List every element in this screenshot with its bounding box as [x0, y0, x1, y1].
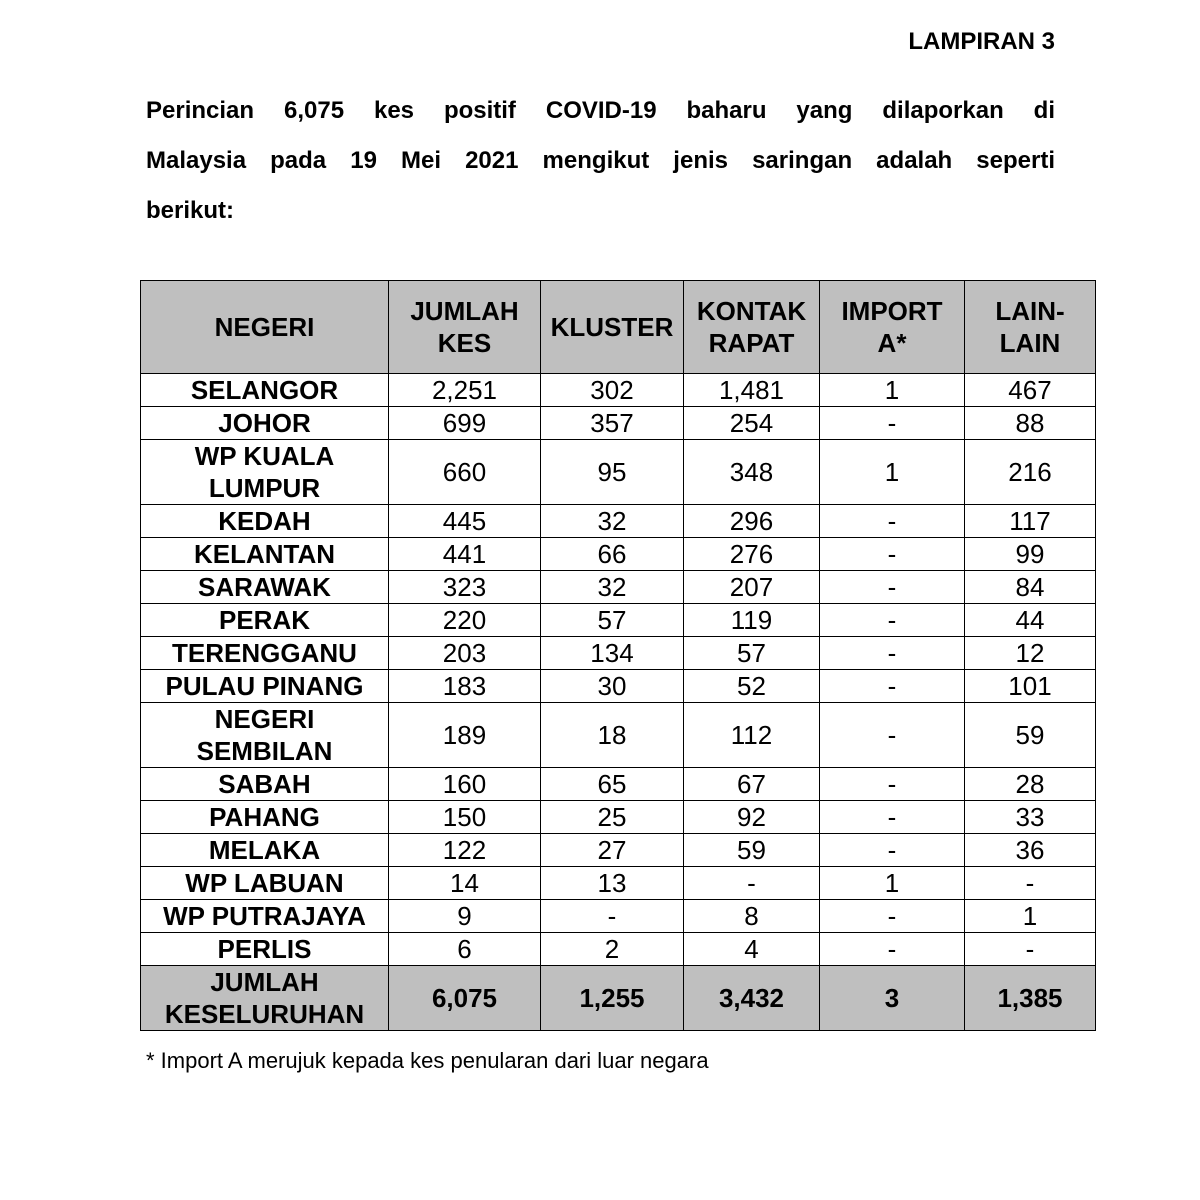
- cell-kontak: 296: [684, 505, 820, 538]
- cell-kluster: 32: [541, 571, 684, 604]
- intro-line-3: berikut:: [146, 197, 235, 224]
- cell-kontak: 67: [684, 768, 820, 801]
- cell-kluster: 134: [541, 637, 684, 670]
- footnote: * Import A merujuk kepada kes penularan dari luar negara: [146, 1048, 709, 1073]
- cell-import: -: [820, 505, 965, 538]
- header-kluster: KLUSTER: [541, 281, 684, 374]
- state-name: WP KUALA LUMPUR: [141, 440, 389, 505]
- table-row: [141, 670, 1096, 703]
- cases-table: [140, 280, 1096, 1031]
- cell-jumlah: 189: [389, 703, 541, 768]
- table-row: [141, 867, 1096, 900]
- cell-kontak: 4: [684, 933, 820, 966]
- intro-line-2: Malaysia pada 19 Mei 2021 mengikut jenis saringan adalah seperti: [146, 147, 1055, 174]
- cell-lain: -: [965, 933, 1096, 966]
- cell-lain: 12: [965, 637, 1096, 670]
- cell-kluster: 66: [541, 538, 684, 571]
- state-name: PERAK: [141, 604, 389, 637]
- total-import: 3: [820, 966, 965, 1031]
- intro-line-1: Perincian 6,075 kes positif COVID-19 baharu yang dilaporkan di: [146, 97, 1055, 124]
- cell-kontak: 8: [684, 900, 820, 933]
- state-name: WP PUTRAJAYA: [141, 900, 389, 933]
- state-name: WP LABUAN: [141, 867, 389, 900]
- table-row: [141, 604, 1096, 637]
- state-name: TERENGGANU: [141, 637, 389, 670]
- header-jumlah-kes: JUMLAH KES: [389, 281, 541, 374]
- cell-kontak: 59: [684, 834, 820, 867]
- cell-lain: 216: [965, 440, 1096, 505]
- total-row: [141, 966, 1096, 1031]
- cell-lain: -: [965, 867, 1096, 900]
- cell-import: -: [820, 670, 965, 703]
- cell-lain: 467: [965, 374, 1096, 407]
- total-kontak: 3,432: [684, 966, 820, 1031]
- cell-kluster: 18: [541, 703, 684, 768]
- cell-kluster: 95: [541, 440, 684, 505]
- cell-lain: 33: [965, 801, 1096, 834]
- header-import-a: IMPORT A*: [820, 281, 965, 374]
- cell-kluster: 357: [541, 407, 684, 440]
- cell-jumlah: 441: [389, 538, 541, 571]
- cell-import: 1: [820, 440, 965, 505]
- state-name: KEDAH: [141, 505, 389, 538]
- cell-kontak: 57: [684, 637, 820, 670]
- table-row: [141, 900, 1096, 933]
- cell-kluster: 32: [541, 505, 684, 538]
- cell-jumlah: 122: [389, 834, 541, 867]
- cell-jumlah: 2,251: [389, 374, 541, 407]
- cell-kontak: 348: [684, 440, 820, 505]
- cell-lain: 101: [965, 670, 1096, 703]
- cell-lain: 117: [965, 505, 1096, 538]
- table-row: [141, 703, 1096, 768]
- cell-kontak: 112: [684, 703, 820, 768]
- cell-jumlah: 183: [389, 670, 541, 703]
- total-kluster: 1,255: [541, 966, 684, 1031]
- cell-import: -: [820, 933, 965, 966]
- cell-jumlah: 220: [389, 604, 541, 637]
- cell-lain: 84: [965, 571, 1096, 604]
- cell-kluster: 302: [541, 374, 684, 407]
- cell-jumlah: 323: [389, 571, 541, 604]
- cell-kluster: 57: [541, 604, 684, 637]
- cell-kontak: 92: [684, 801, 820, 834]
- cell-kontak: 276: [684, 538, 820, 571]
- table-row: [141, 374, 1096, 407]
- cell-import: -: [820, 703, 965, 768]
- cell-import: -: [820, 604, 965, 637]
- table-header-row: [141, 281, 1096, 374]
- cell-kluster: 30: [541, 670, 684, 703]
- cell-import: -: [820, 407, 965, 440]
- cell-lain: 99: [965, 538, 1096, 571]
- state-name: JOHOR: [141, 407, 389, 440]
- cell-jumlah: 699: [389, 407, 541, 440]
- state-name: SABAH: [141, 768, 389, 801]
- cell-import: -: [820, 768, 965, 801]
- cell-import: 1: [820, 374, 965, 407]
- cell-jumlah: 160: [389, 768, 541, 801]
- table-row: [141, 637, 1096, 670]
- annex-label: LAMPIRAN 3: [908, 28, 1055, 55]
- cell-lain: 1: [965, 900, 1096, 933]
- header-kontak-rapat: KONTAK RAPAT: [684, 281, 820, 374]
- cell-jumlah: 445: [389, 505, 541, 538]
- table-row: [141, 933, 1096, 966]
- state-name: PERLIS: [141, 933, 389, 966]
- cell-kluster: -: [541, 900, 684, 933]
- cell-jumlah: 660: [389, 440, 541, 505]
- cell-lain: 59: [965, 703, 1096, 768]
- cell-kontak: 207: [684, 571, 820, 604]
- state-name: PULAU PINANG: [141, 670, 389, 703]
- state-name: MELAKA: [141, 834, 389, 867]
- cell-kluster: 2: [541, 933, 684, 966]
- state-name: NEGERI SEMBILAN: [141, 703, 389, 768]
- cell-kontak: 254: [684, 407, 820, 440]
- total-label: JUMLAH KESELURUHAN: [141, 966, 389, 1031]
- cell-lain: 44: [965, 604, 1096, 637]
- table-row: [141, 440, 1096, 505]
- cell-lain: 28: [965, 768, 1096, 801]
- cell-import: -: [820, 834, 965, 867]
- state-name: KELANTAN: [141, 538, 389, 571]
- table-row: [141, 407, 1096, 440]
- table-row: [141, 505, 1096, 538]
- header-lain-lain: LAIN- LAIN: [965, 281, 1096, 374]
- cell-kontak: 119: [684, 604, 820, 637]
- cell-import: 1: [820, 867, 965, 900]
- cell-jumlah: 9: [389, 900, 541, 933]
- cell-kluster: 13: [541, 867, 684, 900]
- state-name: PAHANG: [141, 801, 389, 834]
- table-row: [141, 538, 1096, 571]
- total-lain: 1,385: [965, 966, 1096, 1031]
- intro-paragraph: [146, 86, 1055, 236]
- table-body: [141, 374, 1096, 1031]
- cell-import: -: [820, 801, 965, 834]
- state-name: SARAWAK: [141, 571, 389, 604]
- cell-kluster: 27: [541, 834, 684, 867]
- table-row: [141, 768, 1096, 801]
- cell-lain: 36: [965, 834, 1096, 867]
- state-name: SELANGOR: [141, 374, 389, 407]
- cell-kluster: 25: [541, 801, 684, 834]
- cell-import: -: [820, 637, 965, 670]
- cell-jumlah: 203: [389, 637, 541, 670]
- table-row: [141, 571, 1096, 604]
- cell-import: -: [820, 571, 965, 604]
- total-jumlah: 6,075: [389, 966, 541, 1031]
- cell-kontak: -: [684, 867, 820, 900]
- header-negeri: NEGERI: [141, 281, 389, 374]
- cell-jumlah: 6: [389, 933, 541, 966]
- cell-lain: 88: [965, 407, 1096, 440]
- cell-kontak: 1,481: [684, 374, 820, 407]
- table-row: [141, 834, 1096, 867]
- cell-kluster: 65: [541, 768, 684, 801]
- table-row: [141, 801, 1096, 834]
- cell-kontak: 52: [684, 670, 820, 703]
- cell-jumlah: 150: [389, 801, 541, 834]
- cell-import: -: [820, 900, 965, 933]
- cell-jumlah: 14: [389, 867, 541, 900]
- cell-import: -: [820, 538, 965, 571]
